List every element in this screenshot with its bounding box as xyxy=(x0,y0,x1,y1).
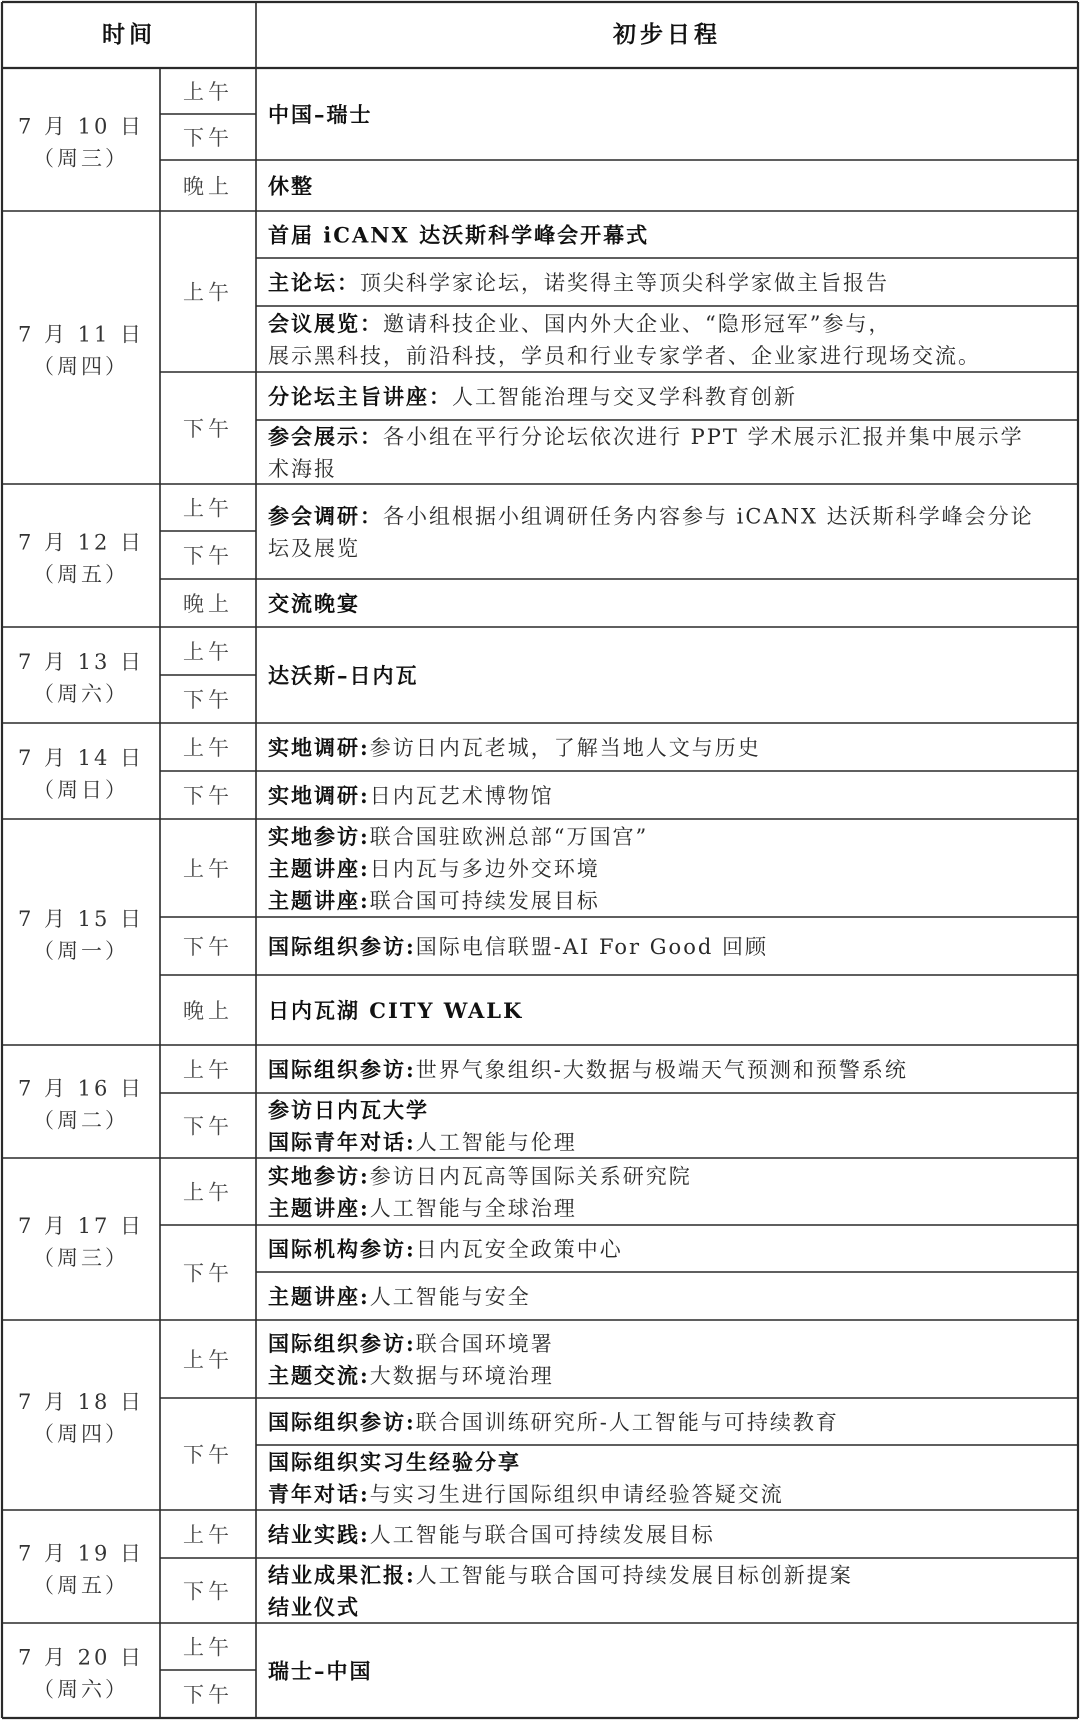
entry-label: 实地参访: xyxy=(268,1163,370,1189)
entry-label: 参会调研： xyxy=(268,503,383,529)
day-weekday: （周五） xyxy=(33,1573,129,1598)
header-schedule: 初步日程 xyxy=(613,21,721,48)
entry-text: 人工智能与全球治理 xyxy=(369,1196,577,1221)
entry-line xyxy=(268,735,761,761)
entry-line xyxy=(268,1363,554,1388)
entry-text: 各小组根据小组调研任务内容参与 iCANX 达沃斯科学峰会分论 xyxy=(383,504,1034,529)
period-label: 上午 xyxy=(183,1523,233,1547)
period-label: 下午 xyxy=(183,1261,233,1286)
period-label: 下午 xyxy=(183,1443,233,1467)
entry-line xyxy=(268,1164,692,1189)
entry-line xyxy=(268,1482,784,1507)
period-label: 上午 xyxy=(183,857,233,881)
period-label: 上午 xyxy=(183,1348,233,1372)
period-label: 下午 xyxy=(183,544,233,568)
entry-label: 国际机构参访: xyxy=(268,1236,416,1262)
entry-text: 顶尖科学家论坛，诺奖得主等顶尖科学家做主旨报告 xyxy=(360,271,889,295)
entry-label: 首届 iCANX 达沃斯科学峰会开幕式 xyxy=(268,222,650,248)
day-date: 7 月 15 日 xyxy=(17,907,145,931)
entry-label: 中国–瑞士 xyxy=(268,102,373,127)
entry-label: 国际组织实习生经验分享 xyxy=(268,1449,521,1475)
entry-text: 联合国可持续发展目标 xyxy=(369,889,600,913)
entry-line xyxy=(268,1098,429,1123)
entry-line xyxy=(268,223,649,248)
entry-line xyxy=(268,856,600,881)
entry-text: 人工智能与联合国可持续发展目标 xyxy=(369,1523,715,1547)
period-label: 上午 xyxy=(183,80,233,104)
period-label: 下午 xyxy=(183,417,233,441)
entry-line xyxy=(268,424,1024,449)
day-weekday: （周六） xyxy=(33,682,129,706)
entry-line xyxy=(268,1057,908,1082)
day-date: 7 月 18 日 xyxy=(17,1390,145,1414)
entry-label: 主题讲座: xyxy=(268,1195,370,1221)
entry-text: 日内瓦与多边外交环境 xyxy=(369,857,600,881)
entry-text: 日内瓦安全政策中心 xyxy=(415,1237,623,1262)
period-label: 下午 xyxy=(183,688,233,712)
day-weekday: （周四） xyxy=(33,354,129,379)
entry-text: 坛及展览 xyxy=(268,536,360,561)
entry-label: 参会展示： xyxy=(268,424,383,449)
entry-text: 日内瓦艺术博物馆 xyxy=(369,784,554,808)
day-weekday: （周日） xyxy=(33,778,129,802)
header-time: 时间 xyxy=(102,21,156,48)
entry-label: 会议展览： xyxy=(268,311,383,336)
period-label: 上午 xyxy=(183,280,233,305)
entry-line xyxy=(268,1284,531,1309)
entry-label: 主题交流: xyxy=(268,1363,370,1388)
entry-line xyxy=(268,1130,577,1155)
period-label: 上午 xyxy=(183,496,233,521)
entry-text: 术海报 xyxy=(268,457,337,481)
period-label: 晚上 xyxy=(183,999,233,1023)
period-label: 上午 xyxy=(183,1635,233,1660)
entry-line xyxy=(268,1196,577,1221)
entry-text: 联合国驻欧洲总部“万国宫” xyxy=(369,825,649,849)
entry-line xyxy=(268,1522,715,1547)
period-label: 晚上 xyxy=(183,174,233,199)
period-label: 下午 xyxy=(183,784,233,808)
entry-line xyxy=(268,1331,554,1356)
entry-label: 结业仪式 xyxy=(268,1594,360,1620)
day-date: 7 月 17 日 xyxy=(17,1214,145,1238)
entry-text: 人工智能与联合国可持续发展目标创新提案 xyxy=(415,1563,853,1588)
day-weekday: （周一） xyxy=(33,939,129,963)
period-label: 晚上 xyxy=(183,592,233,616)
day-weekday: （周二） xyxy=(33,1108,129,1133)
entry-line xyxy=(268,824,648,849)
entry-label: 实地参访: xyxy=(268,824,370,849)
entry-label: 国际组织参访: xyxy=(268,1057,416,1082)
entry-line xyxy=(268,1659,373,1684)
entry-label: 分论坛主旨讲座： xyxy=(268,384,452,409)
entry-label: 主论坛： xyxy=(268,270,360,295)
entry-label: 国际青年对话: xyxy=(268,1129,416,1155)
entry-label: 国际组织参访: xyxy=(268,934,416,959)
entry-text: 人工智能治理与交叉学科教育创新 xyxy=(452,385,797,409)
entry-line xyxy=(268,1237,623,1262)
entry-line xyxy=(268,1595,360,1620)
day-weekday: （周五） xyxy=(33,562,129,587)
entry-line xyxy=(268,998,523,1023)
entry-line xyxy=(268,888,600,913)
day-date: 7 月 14 日 xyxy=(17,746,145,770)
period-label: 下午 xyxy=(183,126,233,150)
entry-text: 人工智能与伦理 xyxy=(415,1130,577,1155)
entry-text: 与实习生进行国际组织申请经验答疑交流 xyxy=(369,1482,784,1507)
period-label: 上午 xyxy=(183,640,233,664)
entry-text: 各小组在平行分论坛依次进行 PPT 学术展示汇报并集中展示学 xyxy=(383,425,1024,449)
day-date: 7 月 16 日 xyxy=(17,1076,145,1101)
day-date: 7 月 13 日 xyxy=(17,650,145,674)
period-label: 上午 xyxy=(183,1180,233,1205)
table-cells xyxy=(18,21,1034,1707)
entry-label: 国际组织参访: xyxy=(268,1331,416,1356)
entry-label: 参访日内瓦大学 xyxy=(268,1097,429,1123)
entry-line xyxy=(268,783,554,808)
period-label: 下午 xyxy=(183,1683,233,1707)
entry-text: 联合国环境署 xyxy=(415,1332,554,1356)
day-date: 7 月 19 日 xyxy=(17,1541,145,1566)
entry-text: 邀请科技企业、国内外大企业、“隐形冠军”参与， xyxy=(383,312,892,336)
entry-line xyxy=(268,591,360,616)
period-label: 上午 xyxy=(183,1058,233,1082)
entry-label: 国际组织参访: xyxy=(268,1409,416,1435)
period-label: 下午 xyxy=(183,1114,233,1139)
entry-line xyxy=(268,504,1034,529)
entry-label: 主题讲座: xyxy=(268,888,370,913)
day-date: 7 月 11 日 xyxy=(17,322,145,347)
entry-text: 大数据与环境治理 xyxy=(369,1364,554,1388)
period-label: 下午 xyxy=(183,1579,233,1604)
entry-text: 国际电信联盟-AI For Good 回顾 xyxy=(415,935,768,959)
entry-label: 青年对话: xyxy=(268,1481,370,1507)
entry-line xyxy=(268,311,891,337)
entry-text: 参访日内瓦老城，了解当地人文与历史 xyxy=(369,736,761,760)
entry-line xyxy=(268,457,337,481)
period-label: 下午 xyxy=(183,935,233,959)
entry-label: 实地调研: xyxy=(268,735,370,760)
entry-label: 达沃斯–日内瓦 xyxy=(268,663,419,688)
entry-label: 实地调研: xyxy=(268,783,370,808)
day-date: 7 月 12 日 xyxy=(17,530,145,555)
day-date: 7 月 10 日 xyxy=(17,114,145,139)
entry-text: 联合国训练研究所-人工智能与可持续教育 xyxy=(415,1410,839,1435)
entry-text: 人工智能与安全 xyxy=(369,1285,531,1309)
entry-label: 结业成果汇报: xyxy=(268,1562,416,1588)
entry-line xyxy=(268,344,981,369)
entry-label: 结业实践: xyxy=(268,1522,370,1547)
entry-text: 参访日内瓦高等国际关系研究院 xyxy=(369,1164,692,1189)
entry-line xyxy=(268,102,373,127)
day-weekday: （周四） xyxy=(33,1422,129,1446)
entry-line xyxy=(268,537,360,561)
entry-line xyxy=(268,934,768,959)
entry-line xyxy=(268,1450,521,1475)
entry-label: 瑞士–中国 xyxy=(268,1658,373,1684)
entry-line xyxy=(268,1563,853,1588)
day-weekday: （周三） xyxy=(33,146,129,171)
entry-text: 世界气象组织-大数据与极端天气预测和预警系统 xyxy=(415,1058,908,1082)
entry-line xyxy=(268,174,314,199)
day-date: 7 月 20 日 xyxy=(17,1645,145,1670)
day-weekday: （周六） xyxy=(33,1677,129,1702)
entry-label: 主题讲座: xyxy=(268,1284,370,1309)
entry-line xyxy=(268,1410,839,1435)
entry-label: 交流晚宴 xyxy=(268,591,360,616)
entry-label: 休整 xyxy=(268,173,314,199)
period-label: 上午 xyxy=(183,736,233,760)
entry-line xyxy=(268,663,419,688)
entry-line xyxy=(268,384,797,409)
entry-label: 日内瓦湖 CITY WALK xyxy=(268,998,524,1023)
entry-label: 主题讲座: xyxy=(268,856,370,881)
entry-text: 展示黑科技，前沿科技，学员和行业专家学者、企业家进行现场交流。 xyxy=(268,344,981,368)
day-weekday: （周三） xyxy=(33,1246,129,1270)
entry-line xyxy=(268,270,889,296)
